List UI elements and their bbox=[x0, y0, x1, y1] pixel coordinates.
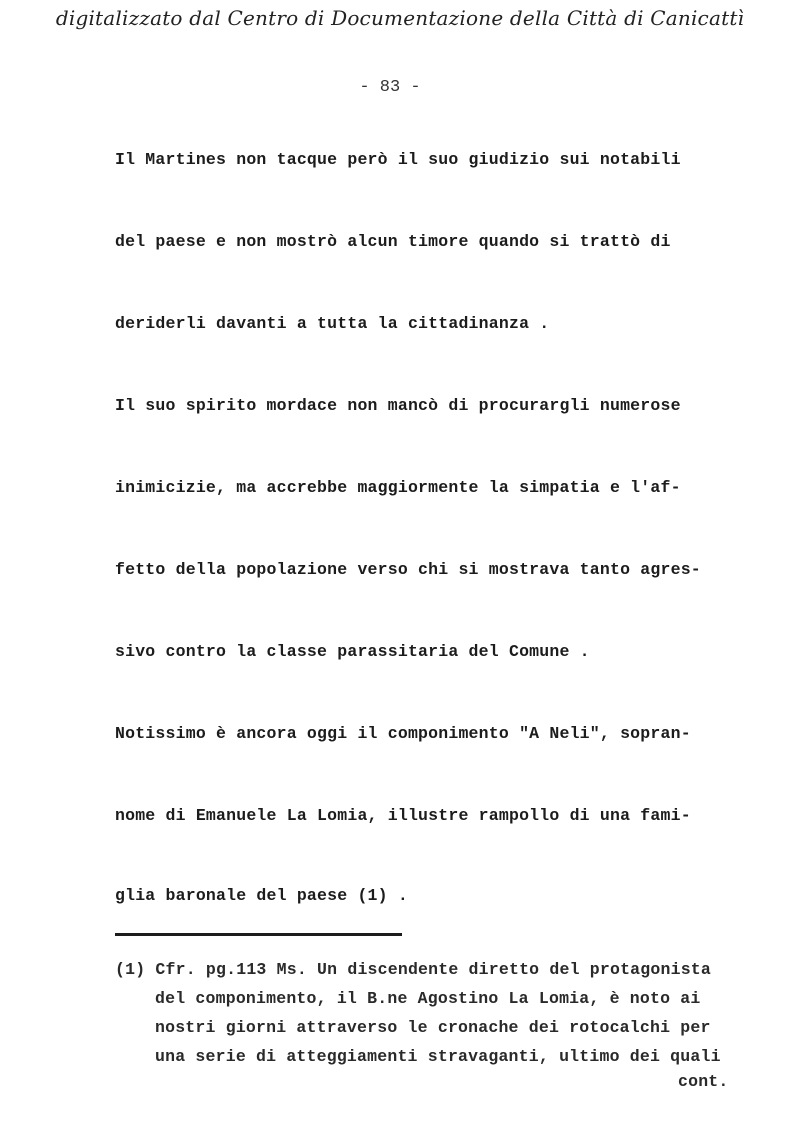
body-line-8: Notissimo è ancora oggi il componimento "A Neli", sopran- bbox=[115, 724, 691, 743]
body-line-2: del paese e non mostrò alcun timore quando si trattò di bbox=[115, 232, 671, 251]
footnote-divider bbox=[115, 933, 402, 936]
body-line-1: Il Martines non tacque però il suo giudizio sui notabili bbox=[115, 150, 681, 169]
body-line-4: Il suo spirito mordace non mancò di procurargli numerose bbox=[115, 396, 681, 415]
body-line-9: nome di Emanuele La Lomia, illustre rampollo di una fami- bbox=[115, 806, 691, 825]
footnote-continuation: cont. bbox=[678, 1072, 729, 1091]
footnote-line-1: (1) Cfr. pg.113 Ms. Un discendente diretto del protagonista bbox=[115, 960, 711, 979]
body-line-6: fetto della popolazione verso chi si mostrava tanto agres- bbox=[115, 560, 701, 579]
page-number: - 83 - bbox=[359, 78, 421, 97]
watermark: digitalizzato dal Centro di Documentazione della Città di Canicattì bbox=[55, 6, 745, 30]
body-line-3: deriderli davanti a tutta la cittadinanza . bbox=[115, 314, 550, 333]
body-line-7: sivo contro la classe parassitaria del Comune . bbox=[115, 642, 590, 661]
body-line-5: inimicizie, ma accrebbe maggiormente la simpatia e l'af- bbox=[115, 478, 681, 497]
body-line-10: glia baronale del paese (1) . bbox=[115, 886, 408, 905]
footnote-line-4: una serie di atteggiamenti stravaganti, ultimo dei quali bbox=[155, 1047, 721, 1066]
footnote-line-2: del componimento, il B.ne Agostino La Lomia, è noto ai bbox=[155, 989, 701, 1008]
footnote-line-3: nostri giorni attraverso le cronache dei rotocalchi per bbox=[155, 1018, 711, 1037]
